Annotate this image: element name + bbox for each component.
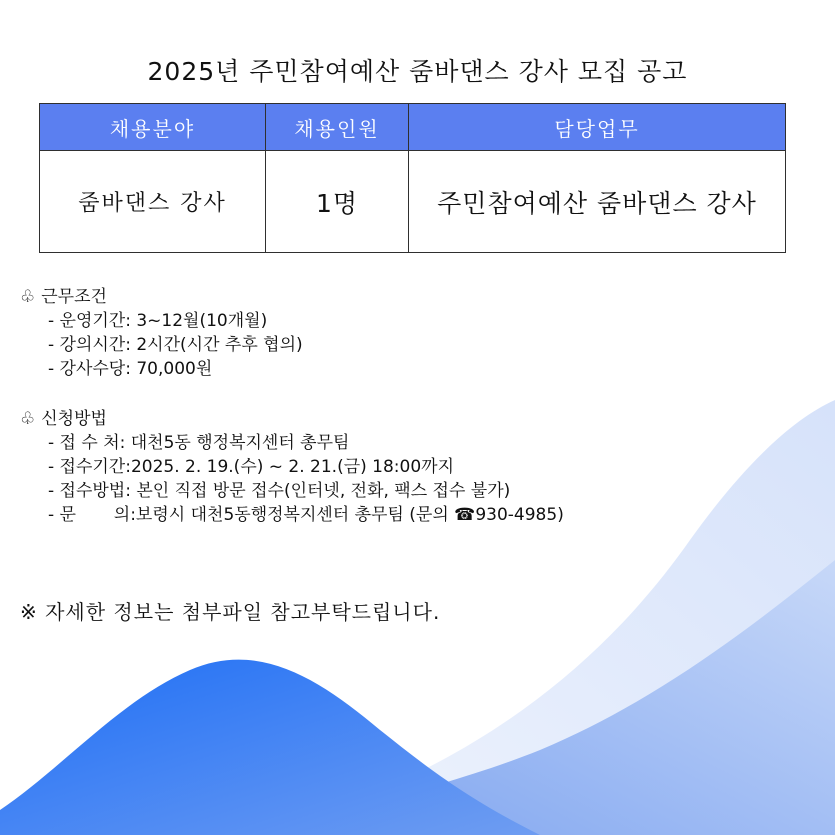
- cell-field: 줌바댄스 강사: [40, 151, 266, 253]
- list-item: - 운영기간: 3~12월(10개월): [48, 311, 268, 331]
- cell-duty: 주민참여예산 줌바댄스 강사: [409, 151, 786, 253]
- header-field: 채용분야: [40, 104, 266, 151]
- section-title: 근무조건: [41, 287, 107, 307]
- header-duty: 담당업무: [409, 104, 786, 151]
- page-title: 2025년 주민참여예산 줌바댄스 강사 모집 공고: [147, 57, 688, 86]
- notice-text: ※ 자세한 정보는 첨부파일 참고부탁드립니다.: [20, 600, 441, 624]
- club-icon: ♧: [20, 287, 36, 307]
- recruitment-table: [39, 103, 786, 253]
- application-heading: [20, 407, 564, 431]
- list-item: - 접수방법: 본인 직접 방문 접수(인터넷, 전화, 팩스 접수 불가): [48, 481, 511, 501]
- work-conditions-heading: [20, 285, 303, 309]
- table-row: [40, 151, 786, 253]
- club-icon: ♧: [20, 409, 36, 429]
- application-section: [20, 407, 564, 527]
- work-conditions-section: [20, 285, 303, 381]
- list-item: - 문 의:보령시 대천5동행정복지센터 총무팀 (문의 ☎930-4985): [48, 505, 564, 525]
- table-header-row: [40, 104, 786, 151]
- list-item: - 강의시간: 2시간(시간 추후 협의): [48, 335, 303, 355]
- cell-headcount: 1명: [266, 151, 409, 253]
- list-item: - 접수기간:2025. 2. 19.(수) ~ 2. 21.(금) 18:00까지: [48, 457, 455, 477]
- header-headcount: 채용인원: [266, 104, 409, 151]
- list-item: - 접 수 처: 대천5동 행정복지센터 총무팀: [48, 433, 350, 453]
- section-title: 신청방법: [41, 409, 107, 429]
- list-item: - 강사수당: 70,000원: [48, 359, 213, 379]
